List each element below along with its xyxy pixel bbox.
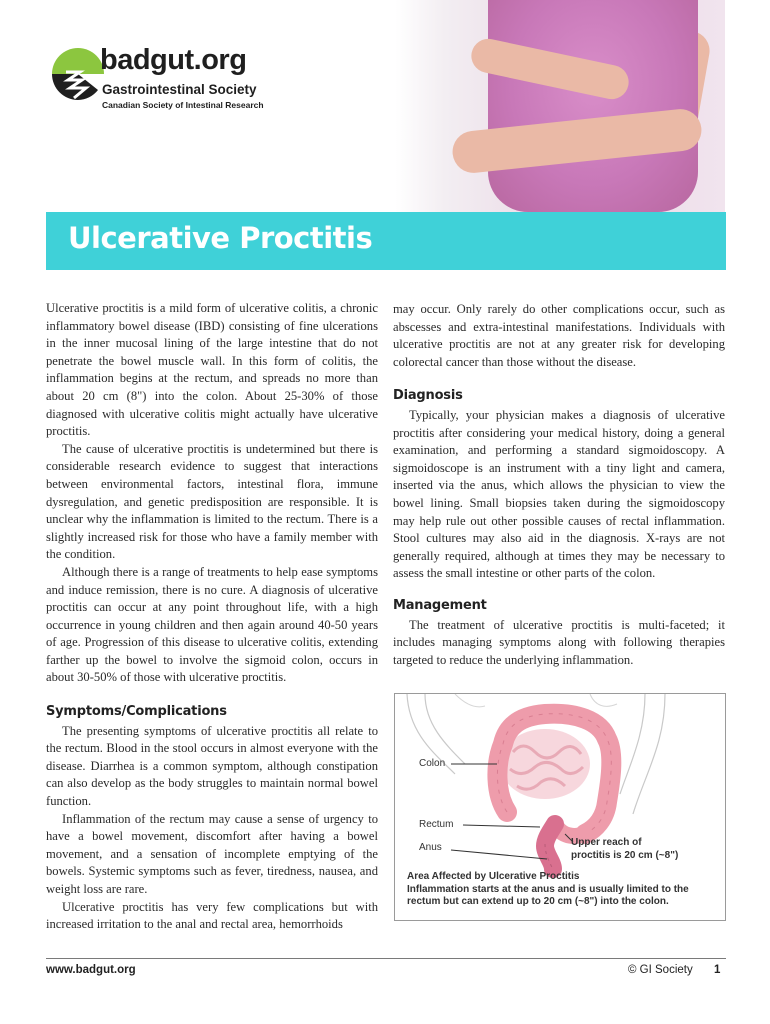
- figure-caption-title: Area Affected by Ulcerative Proctitis: [407, 871, 580, 882]
- paragraph: Typically, your physician makes a diagnosis of ulcerative proctitis after considering your medical history, doing a general examination, and performing a standard sigmoidoscopy. A sigmoidoscope is an instrument with a tiny light and camera, inserted via the anus, which allows the physician to view the bowel lining. Small biopsies taken during the sigmoidoscopy may help rule out other possible causes of rectal inflammation. Stool cultures may also aid in the diagnosis. X-rays are not generally required, although at times they may be necessary to assess the small intestine or other parts of the colon.: [393, 407, 725, 581]
- paragraph: Ulcerative proctitis has very few complications but with increased irritation to the anal and rectal area, hemorrhoids: [46, 899, 378, 932]
- paragraph: Although there is a range of treatments to help ease symptoms and induce remission, there is no cure. A diagnosis of ulcerative proctitis can occur at any point throughout life, with a high occurrence in young children and then again around 40-50 years of age. Progression of this disease to ulcerative colitis, extending farther up the bowel to involve the sigmoid colon, occurs in about 30-50% of those with ulcerative proctitis.: [46, 564, 378, 685]
- site-logo[interactable]: [46, 42, 306, 122]
- logo-society: Gastrointestinal Society: [102, 82, 257, 97]
- paragraph: may occur. Only rarely do other complications occur, such as abscesses and extra-intestinal manifestations. Individuals with ulcerative proctitis are not at any greater risk for developing colorectal cancer than those without the disease.: [393, 302, 725, 369]
- label-upper-reach-line2: proctitis is 20 cm (~8"): [571, 849, 679, 861]
- section-heading-symptoms: Symptoms/Complications: [46, 704, 227, 720]
- title-band: [46, 212, 726, 270]
- page-number: 1: [714, 964, 721, 976]
- paragraph: The cause of ulcerative proctitis is undetermined but there is considerable research evidence to suggest that interactions between environmental factors, intestinal flora, immune dysregulation, and genetic predisposition are responsible. It is unclear why the inflammation is limited to the rectum. There is a slightly increased risk for those who have a family member with the condition.: [46, 441, 378, 562]
- header-banner: [0, 0, 770, 212]
- figure-caption: [407, 871, 717, 909]
- footer-divider: [46, 958, 726, 959]
- paragraph: Ulcerative proctitis is a mild form of ulcerative colitis, a chronic inflammatory bowel disease (IBD) consisting of fine ulcerations in the inner mucosal lining of the large intestine that do not penetrate the bowel muscle wall. In this form of colitis, the inflammation begins at the rectum, and spreads no more than about 20 cm (8") into the colon. About 25-30% of those diagnosed with ulcerative colitis might actually have ulcerative proctitis.: [46, 301, 378, 439]
- footer-copyright: © GI Society: [628, 964, 693, 976]
- logo-research: Canadian Society of Intestinal Research: [102, 100, 264, 110]
- paragraph: Inflammation of the rectum may cause a sense of urgency to have a bowel movement, discomfort after having a bowel movement, and a sensation of incomplete emptying of the bowels. Systemic symptoms such as fever, tiredness, nausea, and weight loss are rare.: [46, 811, 378, 896]
- left-column: [46, 300, 378, 934]
- label-upper-reach-line1: Upper reach of: [571, 837, 642, 848]
- colon-diagram: [394, 693, 726, 921]
- footer-website-link[interactable]: www.badgut.org: [46, 964, 136, 976]
- figure-caption-line2: rectum but can extend up to 20 cm (~8") into the colon.: [407, 896, 669, 907]
- page-title: Ulcerative Proctitis: [68, 221, 373, 255]
- label-rectum: Rectum: [419, 819, 454, 830]
- logo-name: badgut.org: [100, 44, 247, 76]
- right-column: [393, 301, 725, 669]
- photo-torso: [488, 0, 698, 212]
- label-anus: Anus: [419, 842, 442, 853]
- section-heading-diagnosis: Diagnosis: [393, 388, 463, 404]
- label-colon: Colon: [419, 758, 446, 769]
- paragraph: The treatment of ulcerative proctitis is multi-faceted; it includes managing symptoms along with following therapies targeted to reduce the underlying inflammation.: [393, 617, 725, 667]
- paragraph: The presenting symptoms of ulcerative proctitis all relate to the rectum. Blood in the stool occurs in almost everyone with the disease. Diarrhea is a common symptom, although constipation can also develop as the body struggles to maintain normal bowel function.: [46, 723, 378, 809]
- label-upper-reach: [571, 837, 678, 862]
- section-heading-management: Management: [393, 597, 487, 613]
- figure-caption-line1: Inflammation starts at the anus and is usually limited to the: [407, 883, 689, 895]
